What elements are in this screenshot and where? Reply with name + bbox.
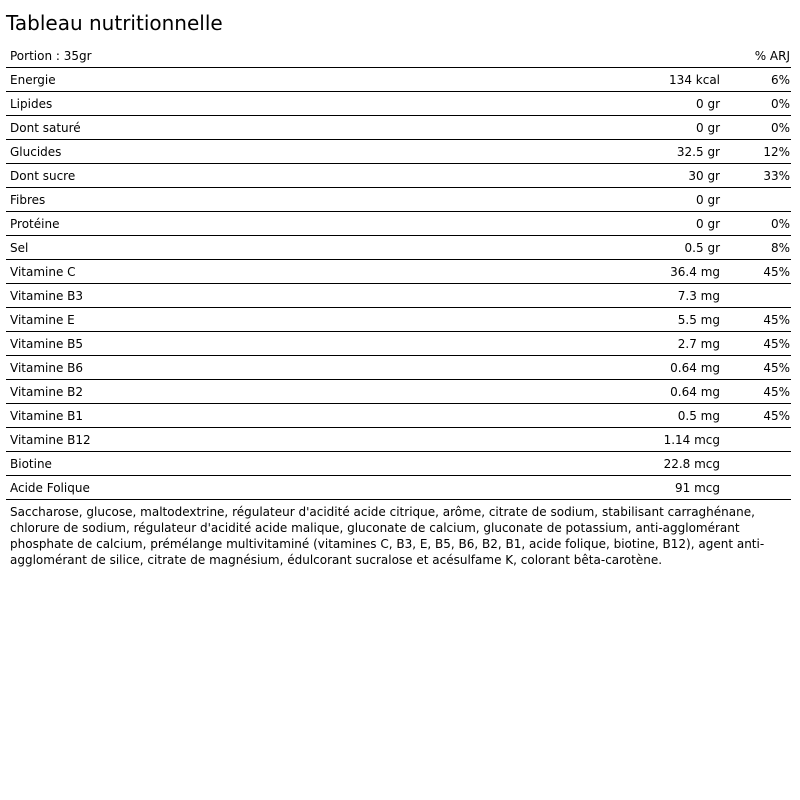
nutrient-pct: 0% <box>770 121 790 135</box>
nutrient-name: Acide Folique <box>10 481 90 495</box>
table-row <box>6 140 791 164</box>
table-row <box>6 356 791 380</box>
nutrient-name: Dont sucre <box>10 169 76 183</box>
nutrient-name: Dont saturé <box>10 121 81 135</box>
nutrition-table <box>6 44 791 500</box>
nutrient-pct: 6% <box>770 73 790 87</box>
table-row <box>6 428 791 452</box>
nutrient-name: Fibres <box>10 193 46 207</box>
nutrient-name: Protéine <box>10 217 60 231</box>
nutrient-value: 32.5 gr <box>676 145 720 159</box>
table-row <box>6 404 791 428</box>
nutrient-value: 0 gr <box>696 193 720 207</box>
nutrient-value: 22.8 mcg <box>663 457 720 471</box>
nutrient-pct: 45% <box>763 337 790 351</box>
nutrient-value: 0 gr <box>696 97 720 111</box>
nutrient-value: 0.64 mg <box>670 361 720 375</box>
nutrient-name: Biotine <box>10 457 52 471</box>
nutrient-pct: 45% <box>763 313 790 327</box>
ingredients-text: Saccharose, glucose, maltodextrine, régulateur d'acidité acide citrique, arôme, citrate de sodium, stabilisant carraghénane, chlorure de sodium, régulateur d'acidité acide malique, gluconate de calcium, gluconate de potassium, anti-agglomérant phosphate de calcium, prémélange multivitaminé (vitamines C, B3, E, B5, B6, B2, B1, acide folique, biotine, B12), agent anti-agglomérant de silice, citrate de magnésium, édulcorant sucralose et acésulfame K, colorant bêta-carotène. <box>10 505 765 567</box>
table-row <box>6 236 791 260</box>
nutrient-pct: 0% <box>770 97 790 111</box>
nutrient-pct: 8% <box>770 241 790 255</box>
nutrient-value: 7.3 mg <box>677 289 720 303</box>
table-row <box>6 476 791 500</box>
nutrient-name: Vitamine B6 <box>10 361 84 375</box>
nutrient-name: Vitamine B1 <box>10 409 84 423</box>
nutrient-value: 134 kcal <box>669 73 720 87</box>
table-row <box>6 188 791 212</box>
nutrient-name: Vitamine B2 <box>10 385 84 399</box>
nutrient-pct: 45% <box>763 361 790 375</box>
table-row <box>6 92 791 116</box>
nutrient-value: 91 mcg <box>675 481 720 495</box>
nutrient-name: Vitamine C <box>10 265 76 279</box>
nutrient-pct: 45% <box>763 385 790 399</box>
nutrient-value: 2.7 mg <box>677 337 720 351</box>
table-row <box>6 452 791 476</box>
nutrient-pct: 12% <box>763 145 790 159</box>
nutrient-pct: 33% <box>763 169 790 183</box>
table-row <box>6 212 791 236</box>
table-row <box>6 284 791 308</box>
nutrient-name: Energie <box>10 73 56 87</box>
nutrient-value: 0 gr <box>696 121 720 135</box>
table-row <box>6 68 791 92</box>
table-row <box>6 116 791 140</box>
nutrient-name: Vitamine B5 <box>10 337 84 351</box>
nutrient-value: 36.4 mg <box>670 265 720 279</box>
nutrient-name: Vitamine B3 <box>10 289 84 303</box>
portion-label: Portion : 35gr <box>10 49 92 63</box>
pct-header-label: % ARJ <box>754 49 790 63</box>
page-title: Tableau nutritionnelle <box>6 11 223 35</box>
nutrient-value: 1.14 mcg <box>663 433 720 447</box>
nutrient-value: 5.5 mg <box>677 313 720 327</box>
nutrient-name: Vitamine B12 <box>10 433 91 447</box>
nutrient-value: 0 gr <box>696 217 720 231</box>
table-row <box>6 380 791 404</box>
table-header-row <box>6 44 791 68</box>
nutrient-name: Vitamine E <box>10 313 75 327</box>
nutrient-value: 0.5 gr <box>684 241 720 255</box>
nutrient-value: 30 gr <box>688 169 720 183</box>
nutrient-name: Lipides <box>10 97 53 111</box>
nutrient-name: Glucides <box>10 145 62 159</box>
table-row <box>6 164 791 188</box>
nutrient-pct: 45% <box>763 409 790 423</box>
table-row <box>6 260 791 284</box>
table-row <box>6 308 791 332</box>
nutrient-pct: 45% <box>763 265 790 279</box>
nutrient-pct: 0% <box>770 217 790 231</box>
nutrient-value: 0.5 mg <box>677 409 720 423</box>
nutrient-value: 0.64 mg <box>670 385 720 399</box>
table-row <box>6 332 791 356</box>
nutrient-name: Sel <box>10 241 29 255</box>
